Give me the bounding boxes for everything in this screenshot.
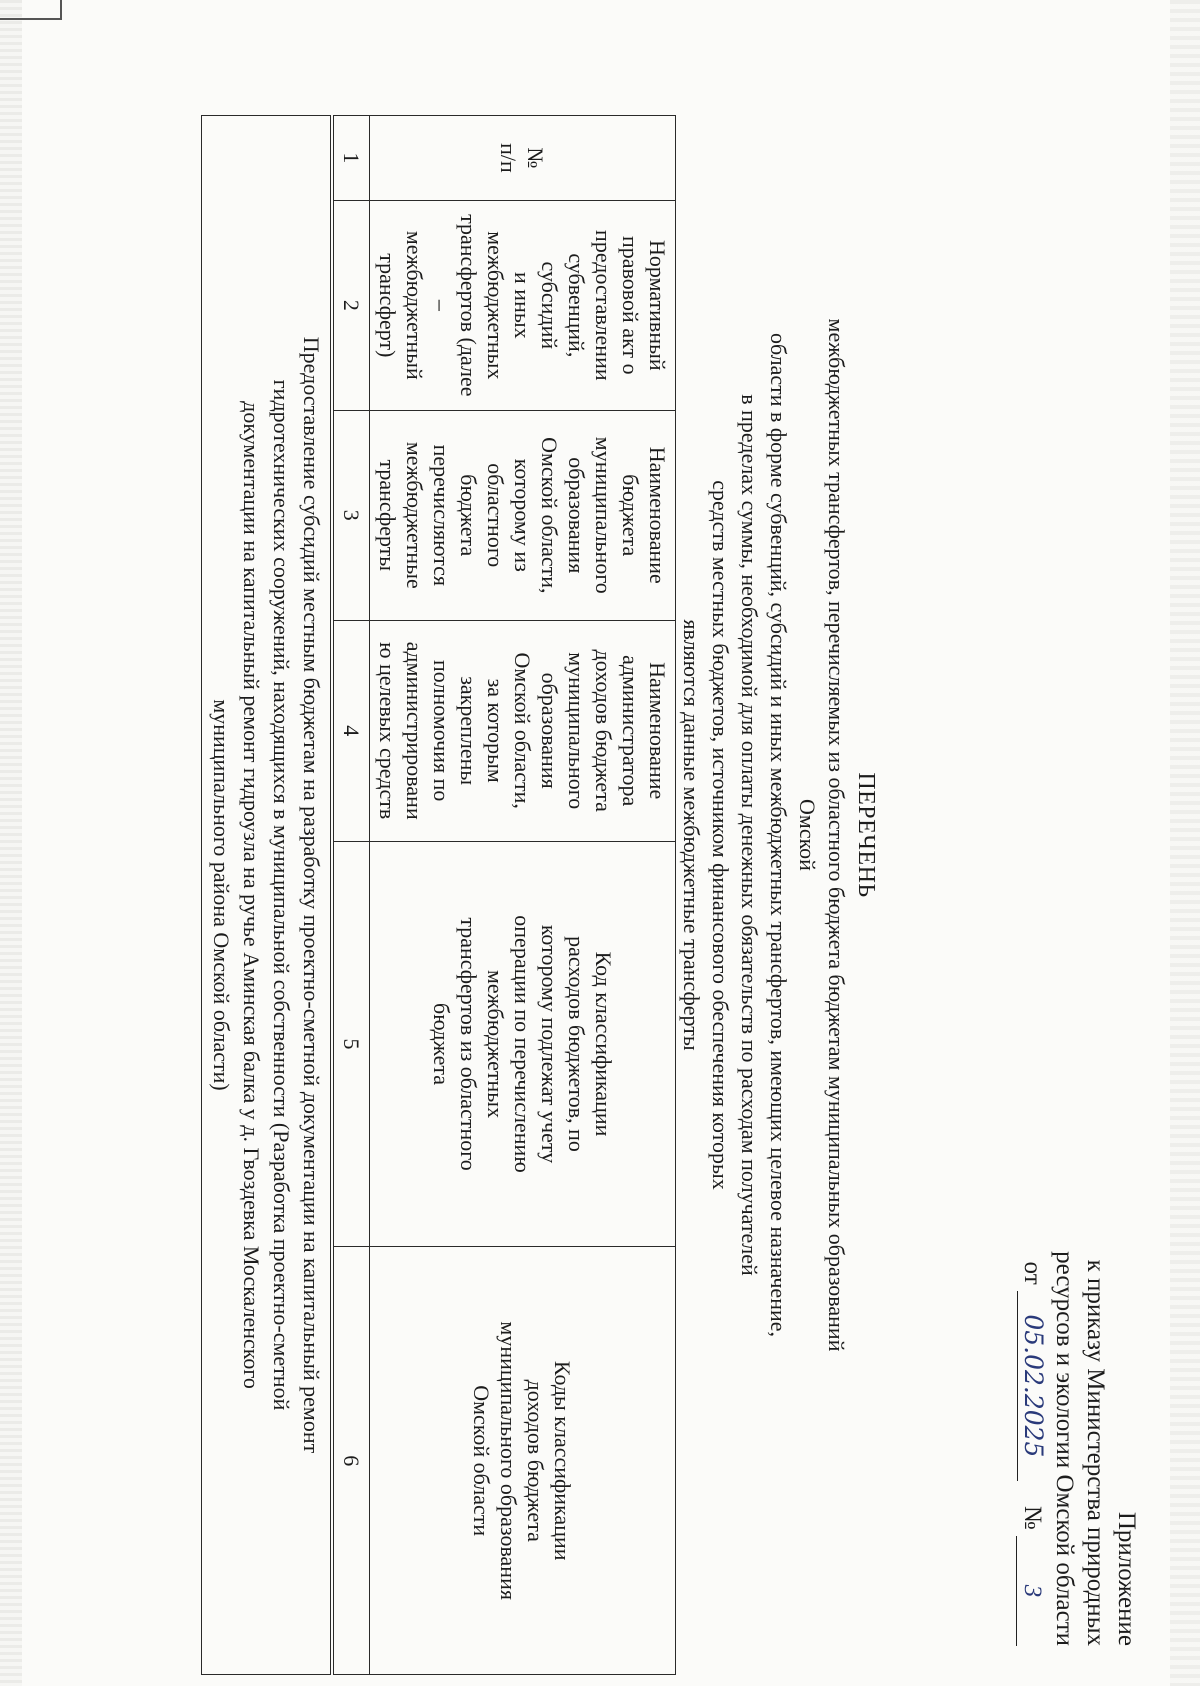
title-line: в пределах суммы, необходимой для оплаты денежных обязательств по расходам получателей [737,394,762,1276]
header-line: Омской области, [510,652,535,809]
section-line: Предоставление субсидий местным бюджетам на разработку проектно-сметной документации на капитальный ремонт [299,336,324,1454]
header-line: расходов бюджетов, по [564,936,589,1152]
header-line: муниципального образования [496,1321,522,1600]
appendix-date-row [1016,1126,1049,1646]
document-title [677,280,880,1390]
appendix-block [1016,1126,1142,1646]
section-description [202,116,333,1675]
title-line: средств местных бюджетов, источником финансового обеспечения которых [708,480,733,1190]
header-line: бюджета [618,474,643,557]
section-line: документации на капитальный ремонт гидроузла на ручье Аминская балка у д. Гвоздевка Москаленского [239,401,264,1389]
header-line: администратора [618,655,643,807]
numbering-cell: 2 [332,200,370,410]
header-line: Наименование [645,446,670,584]
header-line: полномочия по [429,660,454,802]
header-line: муниципального [564,652,589,810]
number-label: № [1019,1505,1046,1530]
header-line: трансфертов из областного [456,917,481,1171]
section-line: гидротехнических сооружений, находящихся в муниципальной собственности (Разработка проектно-сметной [269,379,294,1411]
header-line: Наименование [645,662,670,800]
header-line: п/п [496,143,522,173]
header-line: образования [537,672,562,789]
header-line: которому из [510,458,535,572]
header-line: Омской области, [537,437,562,594]
header-line: бюджета [456,474,481,557]
header-line: № [523,147,549,169]
header-line: доходов бюджета [523,1379,549,1542]
from-label: от [1019,1261,1046,1285]
date-value: 05.02.2025 [1017,1291,1049,1481]
header-line: Коды классификации [550,1360,576,1561]
header-line: правовой акт о [618,236,643,375]
header-line: и иных [510,272,535,339]
header-line: перечисляются [429,444,454,586]
numbering-cell: 1 [332,116,370,201]
header-line: межбюджетный [402,230,427,380]
header-line: за которым [483,678,508,783]
appendix-line: Приложение [1113,1511,1140,1646]
appendix-line: ресурсов и экологии Омской области [1051,1251,1078,1646]
header-cell [370,620,676,841]
header-cell [370,116,676,201]
table-numbering-row [332,116,370,1675]
header-cell [370,410,676,620]
header-line: трансфертов (далее – [429,214,481,397]
section-line: муниципального района Омской области) [209,699,234,1091]
header-line: доходов бюджета [591,649,616,812]
header-line: трансферты [375,459,400,572]
header-line: бюджета [429,1003,454,1086]
number-value: 3 [1016,1536,1048,1646]
header-line: Код классификации [591,951,616,1137]
header-line: администрировани [402,641,427,820]
header-line: межбюджетных [483,231,508,380]
header-line: межбюджетных [483,969,508,1119]
header-line: Нормативный [645,240,670,371]
header-line: ю целевых средств [375,642,400,820]
header-line: субвенций, субсидий [537,253,589,358]
header-line: предоставлении [591,230,616,381]
header-line: закреплены [456,676,481,786]
title-line: являются данные межбюджетные трансферты [679,619,704,1051]
title-line: межбюджетных трансфертов, перечисляемых из областного бюджета бюджетам муниципальных образований Омской [795,318,849,1352]
header-cell [370,841,676,1247]
header-line: муниципального [591,436,616,594]
appendix-line: к приказу Министерства природных [1082,1259,1109,1646]
header-line: которому подлежат учету [537,924,562,1164]
header-cell [370,1247,676,1675]
title-heading: ПЕРЕЧЕНЬ [853,772,879,898]
numbering-cell: 4 [332,620,370,841]
header-line: межбюджетные [402,441,427,589]
numbering-cell: 5 [332,841,370,1247]
numbering-cell: 6 [332,1247,370,1675]
header-line: Омской области [469,1385,495,1537]
header-cell [370,200,676,410]
header-line: образования [564,457,589,574]
header-line: операции по перечислению [510,915,535,1173]
transfer-table [201,115,676,1675]
table-section-row [202,116,333,1675]
numbering-cell: 3 [332,410,370,620]
header-line: областного [483,463,508,568]
table-header-row [370,116,676,1675]
header-line: трансферт) [375,253,400,358]
title-line: области в форме субвенций, субсидий и иных межбюджетных трансфертов, имеющих целевое назначение, [766,332,791,1338]
